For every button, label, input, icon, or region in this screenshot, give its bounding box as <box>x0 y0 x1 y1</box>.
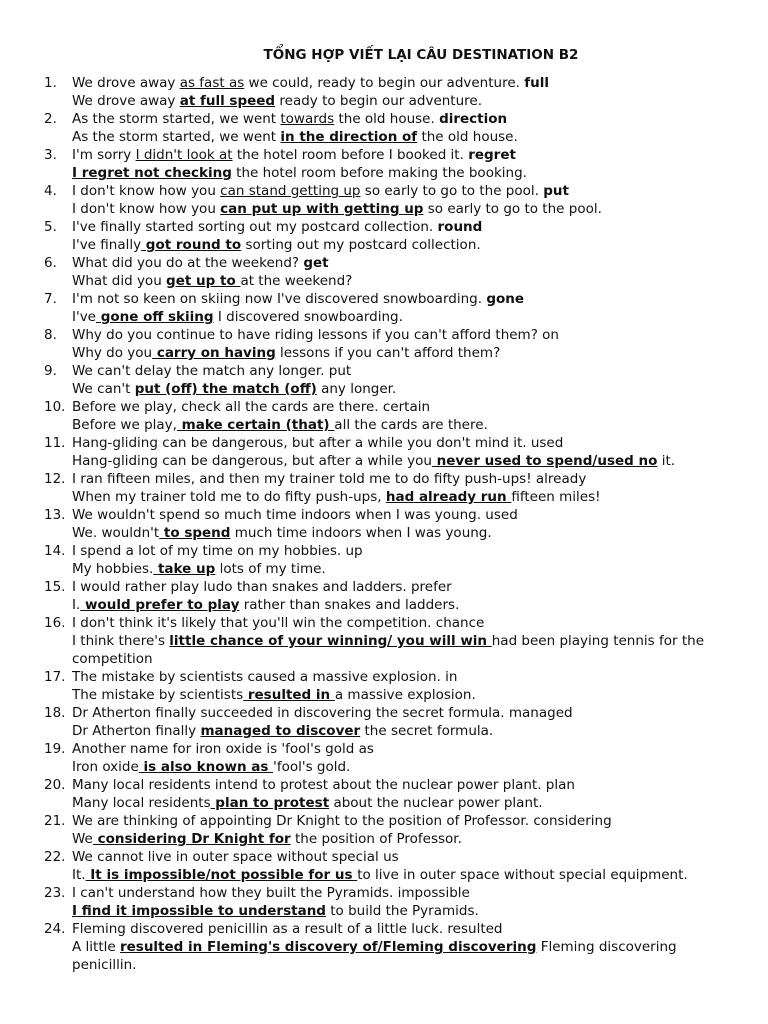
sentence-text: We cannot live in outer space without special us <box>72 849 399 865</box>
underlined-phrase: can stand getting up <box>220 183 361 199</box>
answer-text: to spend <box>159 525 231 541</box>
item-number: 18. <box>44 705 66 721</box>
sentence-text: What did you <box>72 273 167 289</box>
item-number: 12. <box>44 471 66 487</box>
sentence-text: 'fool's gold. <box>273 759 351 775</box>
sentence-text: a massive explosion. <box>334 687 476 703</box>
rewritten-sentence <box>72 866 738 884</box>
sentence-text: As the storm started, we went <box>72 129 281 145</box>
keyword-text: regret <box>468 147 516 163</box>
keyword-text: direction <box>439 111 508 127</box>
rewritten-sentence <box>72 128 738 146</box>
sentence-text: Dr Atherton finally <box>72 723 201 739</box>
sentence-text: Before we play, <box>72 417 177 433</box>
sentence-text: I can't understand how they built the Pyramids. impossible <box>72 885 470 901</box>
sentence-text: it. <box>657 453 676 469</box>
answer-text: resulted in Fleming's discovery of/Fleming discovering <box>119 939 537 955</box>
answer-text: carry on having <box>152 345 276 361</box>
original-sentence <box>72 506 738 524</box>
original-sentence <box>72 146 738 164</box>
keyword-text: gone <box>486 291 525 307</box>
answer-text: is also known as <box>138 759 274 775</box>
item-number: 19. <box>44 741 66 757</box>
exercise-item <box>44 362 738 398</box>
rewritten-sentence <box>72 200 738 218</box>
exercise-item <box>44 290 738 326</box>
exercise-item <box>44 884 738 920</box>
sentence-text: My hobbies. <box>72 561 154 577</box>
original-sentence <box>72 740 738 758</box>
item-number: 23. <box>44 885 66 901</box>
sentence-text: I've finally started sorting out my postcard collection. <box>72 219 438 235</box>
sentence-text: The mistake by scientists <box>72 687 244 703</box>
sentence-text: Many local residents <box>72 795 211 811</box>
item-number: 16. <box>44 615 66 631</box>
answer-text: would prefer to play <box>80 597 240 613</box>
exercise-item <box>44 434 738 470</box>
exercise-item <box>44 848 738 884</box>
original-sentence <box>72 290 738 308</box>
sentence-text: had been playing tennis for the competition <box>72 633 704 667</box>
sentence-text: Iron oxide <box>72 759 139 775</box>
original-sentence <box>72 182 738 200</box>
sentence-text: the old house. <box>417 129 518 145</box>
sentence-text: lots of my time. <box>215 561 326 577</box>
sentence-text: fifteen miles! <box>511 489 601 505</box>
answer-text: can put up with getting up <box>220 201 424 217</box>
answer-text: in the direction of <box>280 129 418 145</box>
sentence-text: I spend a lot of my time on my hobbies. up <box>72 543 363 559</box>
rewritten-sentence <box>72 164 738 182</box>
sentence-text: to build the Pyramids. <box>325 903 479 919</box>
sentence-text: We wouldn't spend so much time indoors when I was young. used <box>72 507 518 523</box>
item-number: 9. <box>44 363 57 379</box>
answer-text: I regret not checking <box>72 165 232 181</box>
sentence-text: Why do you <box>72 345 153 361</box>
item-number: 6. <box>44 255 57 271</box>
underlined-phrase: as fast as <box>179 75 245 91</box>
answer-text: never used to spend/used no <box>431 453 658 469</box>
rewritten-sentence <box>72 560 738 578</box>
answer-text: got round to <box>141 237 242 253</box>
original-sentence <box>72 74 738 92</box>
sentence-text: about the nuclear power plant. <box>329 795 543 811</box>
answer-text: take up <box>153 561 216 577</box>
rewritten-sentence <box>72 938 738 974</box>
original-sentence <box>72 254 738 272</box>
sentence-text: We. wouldn't <box>72 525 160 541</box>
rewritten-sentence <box>72 344 738 362</box>
sentence-text: We drove away <box>72 75 180 91</box>
exercise-item <box>44 668 738 704</box>
rewritten-sentence <box>72 794 738 812</box>
sentence-text: rather than snakes and ladders. <box>239 597 460 613</box>
sentence-text: Hang-gliding can be dangerous, but after a while you <box>72 453 432 469</box>
sentence-text: the hotel room before making the booking. <box>231 165 527 181</box>
sentence-text: When my trainer told me to do fifty push-ups, <box>72 489 386 505</box>
exercise-item <box>44 146 738 182</box>
underlined-phrase: towards <box>280 111 335 127</box>
item-number: 17. <box>44 669 66 685</box>
keyword-text: full <box>524 75 549 91</box>
item-number: 15. <box>44 579 66 595</box>
sentence-text: Before we play, check all the cards are there. certain <box>72 399 431 415</box>
item-number: 22. <box>44 849 66 865</box>
rewritten-sentence <box>72 632 738 668</box>
sentence-text: We <box>72 831 93 847</box>
item-number: 13. <box>44 507 66 523</box>
exercise-item <box>44 506 738 542</box>
rewritten-sentence <box>72 416 738 434</box>
sentence-text: the secret formula. <box>360 723 494 739</box>
original-sentence <box>72 362 738 380</box>
exercise-list <box>44 74 738 974</box>
sentence-text: Hang-gliding can be dangerous, but after a while you don't mind it. used <box>72 435 564 451</box>
rewritten-sentence <box>72 758 738 776</box>
rewritten-sentence <box>72 308 738 326</box>
exercise-item <box>44 218 738 254</box>
answer-text: resulted in <box>243 687 335 703</box>
exercise-item <box>44 398 738 434</box>
original-sentence <box>72 920 738 938</box>
sentence-text: We are thinking of appointing Dr Knight to the position of Professor. considering <box>72 813 612 829</box>
rewritten-sentence <box>72 92 738 110</box>
original-sentence <box>72 614 738 632</box>
item-number: 5. <box>44 219 57 235</box>
exercise-item <box>44 740 738 776</box>
sentence-text: I. <box>72 597 81 613</box>
item-number: 4. <box>44 183 57 199</box>
answer-text: little chance of your winning/ you will win <box>169 633 492 649</box>
original-sentence <box>72 812 738 830</box>
exercise-item <box>44 542 738 578</box>
original-sentence <box>72 398 738 416</box>
rewritten-sentence <box>72 686 738 704</box>
original-sentence <box>72 542 738 560</box>
keyword-text: get <box>303 255 329 271</box>
rewritten-sentence <box>72 452 738 470</box>
sentence-text: We can't delay the match any longer. put <box>72 363 352 379</box>
answer-text: I find it impossible to understand <box>72 903 326 919</box>
sentence-text: I don't know how you <box>72 183 221 199</box>
answer-text: put (off) the match (off) <box>134 381 317 397</box>
item-number: 2. <box>44 111 57 127</box>
original-sentence <box>72 848 738 866</box>
exercise-item <box>44 326 738 362</box>
original-sentence <box>72 776 738 794</box>
rewritten-sentence <box>72 272 738 290</box>
sentence-text: I ran fifteen miles, and then my trainer told me to do fifty push-ups! already <box>72 471 587 487</box>
sentence-text: much time indoors when I was young. <box>230 525 492 541</box>
sentence-text: I'm sorry <box>72 147 136 163</box>
sentence-text: Fleming discovering penicillin. <box>72 939 677 973</box>
answer-text: considering Dr Knight for <box>92 831 291 847</box>
sentence-text: I would rather play ludo than snakes and ladders. prefer <box>72 579 452 595</box>
sentence-text: I discovered snowboarding. <box>213 309 403 325</box>
answer-text: managed to discover <box>200 723 361 739</box>
answer-text: get up to <box>166 273 241 289</box>
original-sentence <box>72 434 738 452</box>
item-number: 14. <box>44 543 66 559</box>
item-number: 20. <box>44 777 66 793</box>
sentence-text: all the cards are there. <box>334 417 488 433</box>
sentence-text: I don't think it's likely that you'll win the competition. chance <box>72 615 485 631</box>
rewritten-sentence <box>72 488 738 506</box>
exercise-item <box>44 254 738 290</box>
sentence-text: Fleming discovered penicillin as a result of a little luck. resulted <box>72 921 503 937</box>
rewritten-sentence <box>72 902 738 920</box>
rewritten-sentence <box>72 596 738 614</box>
exercise-item <box>44 704 738 740</box>
answer-text: plan to protest <box>210 795 330 811</box>
sentence-text: to live in outer space without special equipment. <box>357 867 688 883</box>
answer-text: make certain (that) <box>176 417 335 433</box>
sentence-text: As the storm started, we went <box>72 111 281 127</box>
keyword-text: round <box>437 219 483 235</box>
answer-text: gone off skiing <box>96 309 214 325</box>
item-number: 3. <box>44 147 57 163</box>
underlined-phrase: I didn't look at <box>135 147 233 163</box>
exercise-item <box>44 920 738 974</box>
sentence-text: Why do you continue to have riding lessons if you can't afford them? on <box>72 327 559 343</box>
item-number: 10. <box>44 399 66 415</box>
sentence-text: I've <box>72 309 96 325</box>
sentence-text: A little <box>72 939 120 955</box>
sentence-text: lessons if you can't afford them? <box>275 345 501 361</box>
original-sentence <box>72 884 738 902</box>
sentence-text: the position of Professor. <box>290 831 462 847</box>
exercise-item <box>44 578 738 614</box>
answer-text: had already run <box>385 489 512 505</box>
answer-text: at full speed <box>179 93 276 109</box>
sentence-text: so early to go to the pool. <box>360 183 544 199</box>
rewritten-sentence <box>72 236 738 254</box>
sentence-text: We drove away <box>72 93 180 109</box>
original-sentence <box>72 578 738 596</box>
sentence-text: The mistake by scientists caused a massive explosion. in <box>72 669 458 685</box>
sentence-text: What did you do at the weekend? <box>72 255 304 271</box>
rewritten-sentence <box>72 380 738 398</box>
item-number: 11. <box>44 435 66 451</box>
sentence-text: so early to go to the pool. <box>423 201 602 217</box>
exercise-item <box>44 812 738 848</box>
original-sentence <box>72 470 738 488</box>
item-number: 21. <box>44 813 66 829</box>
sentence-text: Dr Atherton finally succeeded in discovering the secret formula. managed <box>72 705 573 721</box>
sentence-text: Another name for iron oxide is 'fool's gold as <box>72 741 374 757</box>
sentence-text: the old house. <box>334 111 440 127</box>
exercise-item <box>44 776 738 812</box>
original-sentence <box>72 326 738 344</box>
original-sentence <box>72 704 738 722</box>
original-sentence <box>72 668 738 686</box>
exercise-item <box>44 110 738 146</box>
rewritten-sentence <box>72 830 738 848</box>
original-sentence <box>72 218 738 236</box>
sentence-text: at the weekend? <box>240 273 353 289</box>
sentence-text: the hotel room before I booked it. <box>232 147 469 163</box>
rewritten-sentence <box>72 722 738 740</box>
item-number: 24. <box>44 921 66 937</box>
sentence-text: Many local residents intend to protest about the nuclear power plant. plan <box>72 777 575 793</box>
sentence-text: sorting out my postcard collection. <box>241 237 481 253</box>
exercise-item <box>44 470 738 506</box>
document-title: TỔNG HỢP VIẾT LẠI CÂU DESTINATION B2 <box>263 47 579 63</box>
original-sentence <box>72 110 738 128</box>
exercise-item <box>44 614 738 668</box>
item-number: 8. <box>44 327 57 343</box>
answer-text: It is impossible/not possible for us <box>85 867 358 883</box>
sentence-text: I'm not so keen on skiing now I've discovered snowboarding. <box>72 291 487 307</box>
sentence-text: any longer. <box>316 381 397 397</box>
exercise-item <box>44 74 738 110</box>
exercise-item <box>44 182 738 218</box>
keyword-text: put <box>543 183 569 199</box>
item-number: 7. <box>44 291 57 307</box>
item-number: 1. <box>44 75 57 91</box>
sentence-text: It. <box>72 867 86 883</box>
sentence-text: I don't know how you <box>72 201 221 217</box>
sentence-text: we could, ready to begin our adventure. <box>244 75 525 91</box>
sentence-text: We can't <box>72 381 135 397</box>
sentence-text: I think there's <box>72 633 170 649</box>
rewritten-sentence <box>72 524 738 542</box>
sentence-text: I've finally <box>72 237 142 253</box>
sentence-text: ready to begin our adventure. <box>275 93 483 109</box>
